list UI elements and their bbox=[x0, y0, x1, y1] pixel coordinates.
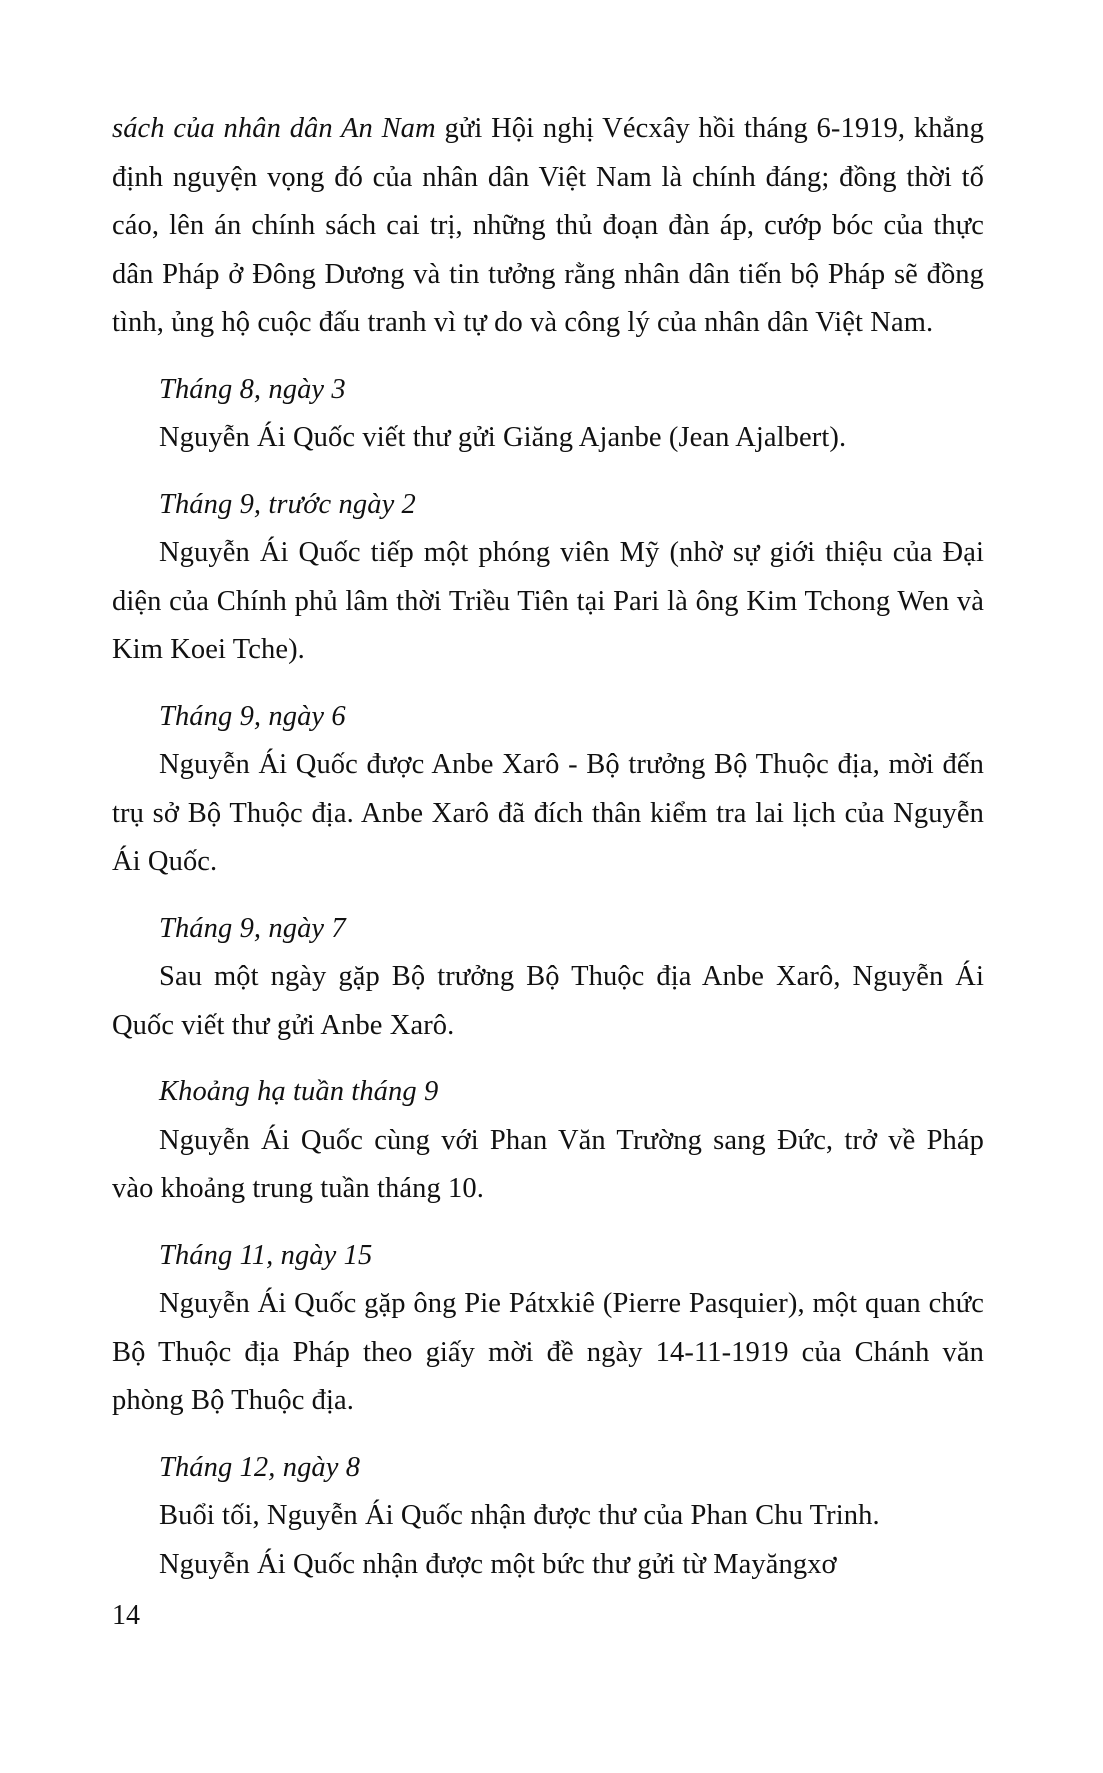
entry-paragraph: Sau một ngày gặp Bộ trưởng Bộ Thuộc địa Anbe Xarô, Nguyễn Ái Quốc viết thư gửi Anbe Xarô. bbox=[112, 961, 984, 1041]
entry-paragraph: Nguyễn Ái Quốc cùng với Phan Văn Trường sang Đức, trở về Pháp vào khoảng trung tuần tháng 10. bbox=[112, 1124, 984, 1204]
date-heading: Tháng 9, ngày 6 bbox=[159, 700, 346, 732]
italic-run: sách của nhân dân An Nam bbox=[112, 113, 436, 144]
date-heading: Tháng 12, ngày 8 bbox=[159, 1451, 361, 1483]
paragraph-continued bbox=[112, 105, 984, 348]
page-number: 14 bbox=[112, 1600, 140, 1631]
entry-paragraph: Nguyễn Ái Quốc viết thư gửi Giăng Ajanbe (Jean Ajalbert). bbox=[159, 422, 847, 453]
date-heading: Tháng 9, trước ngày 2 bbox=[159, 488, 416, 520]
page-content bbox=[112, 105, 984, 1589]
date-heading: Tháng 11, ngày 15 bbox=[159, 1239, 373, 1271]
entry-paragraph: Nguyễn Ái Quốc được Anbe Xarô - Bộ trưởng Bộ Thuộc địa, mời đến trụ sở Bộ Thuộc địa. Anbe Xarô đã đích thân kiểm tra lai lịch của Nguyễn Ái Quốc. bbox=[112, 749, 984, 877]
date-heading: Tháng 8, ngày 3 bbox=[159, 373, 346, 405]
entry-paragraph: Nguyễn Ái Quốc nhận được một bức thư gửi từ Mayăngxơ bbox=[159, 1548, 837, 1580]
date-heading: Tháng 9, ngày 7 bbox=[159, 912, 346, 944]
date-heading: Khoảng hạ tuần tháng 9 bbox=[159, 1076, 439, 1107]
entry-paragraph: Nguyễn Ái Quốc gặp ông Pie Pátxkiê (Pierre Pasquier), một quan chức Bộ Thuộc địa Pháp theo giấy mời đề ngày 14-11-1919 của Chánh văn phòng Bộ Thuộc địa. bbox=[112, 1288, 984, 1416]
entry-paragraph: Buổi tối, Nguyễn Ái Quốc nhận được thư của Phan Chu Trinh. bbox=[159, 1500, 880, 1531]
text-run: gửi Hội nghị Vécxây hồi tháng 6-1919, khẳng định nguyện vọng đó của nhân dân Việt Nam là chính đáng; đồng thời tố cáo, lên án chính sách cai trị, những thủ đoạn đàn áp, cướp bóc của thực dân Pháp ở Đông Dương và tin tưởng rằng nhân dân tiến bộ Pháp sẽ đồng tình, ủng hộ cuộc đấu tranh vì tự do và công lý của nhân dân Việt Nam. bbox=[112, 113, 985, 338]
entry-paragraph: Nguyễn Ái Quốc tiếp một phóng viên Mỹ (nhờ sự giới thiệu của Đại diện của Chính phủ lâm thời Triều Tiên tại Pari là ông Kim Tchong Wen và Kim Koei Tche). bbox=[112, 537, 984, 665]
